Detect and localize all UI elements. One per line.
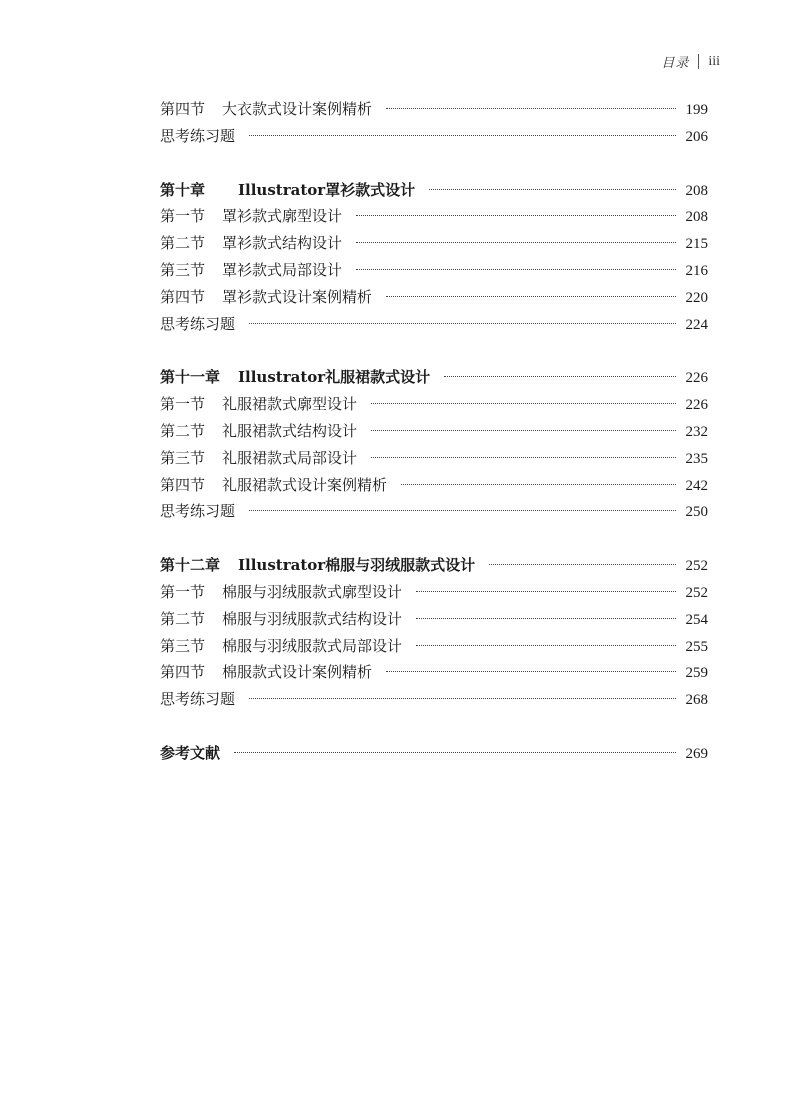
toc-entry-label bbox=[160, 391, 357, 418]
toc-section-number: 第一节 bbox=[160, 395, 206, 414]
toc-page-number: 206 bbox=[685, 128, 708, 145]
toc-chapter-entry[interactable] bbox=[160, 364, 708, 391]
toc-exercises-title: 思考练习题 bbox=[160, 690, 236, 709]
dot-leader bbox=[234, 752, 676, 753]
toc-page-number: 250 bbox=[685, 504, 708, 521]
toc-chapter-entry[interactable] bbox=[160, 177, 708, 204]
toc-section-title: 大衣款式设计案例精析 bbox=[222, 100, 373, 118]
dot-leader bbox=[489, 564, 676, 565]
toc-page-number: 254 bbox=[685, 611, 708, 628]
toc-section-title: 罩衫款式设计案例精析 bbox=[222, 287, 373, 306]
toc-chapter-title: Illustrator棉服与羽绒服款式设计 bbox=[238, 556, 476, 575]
toc-section-title: 罩衫款式廓型设计 bbox=[222, 207, 343, 226]
toc-section-title: 罩衫款式局部设计 bbox=[222, 260, 343, 279]
toc-entry[interactable] bbox=[160, 391, 708, 418]
toc-chapter-label bbox=[160, 177, 415, 204]
toc-references-title: 参考文献 bbox=[160, 743, 221, 762]
toc-page-number: 208 bbox=[685, 182, 708, 199]
toc-entry-exercises[interactable] bbox=[160, 686, 708, 713]
dot-leader bbox=[249, 510, 676, 511]
table-of-contents bbox=[160, 96, 708, 767]
dot-leader bbox=[386, 296, 676, 297]
toc-page-number: 235 bbox=[685, 450, 708, 467]
toc-entry-label bbox=[160, 96, 372, 123]
toc-entry-label bbox=[160, 445, 357, 472]
toc-entry-label bbox=[160, 498, 235, 525]
dot-leader bbox=[356, 215, 676, 216]
toc-entry-label bbox=[160, 659, 372, 686]
toc-entry-label bbox=[160, 203, 342, 230]
toc-entry[interactable] bbox=[160, 96, 708, 123]
toc-page-number: 226 bbox=[685, 397, 708, 414]
toc-chapter-label bbox=[160, 552, 475, 579]
toc-entry-label bbox=[160, 606, 402, 633]
toc-entry[interactable] bbox=[160, 445, 708, 472]
toc-entry[interactable] bbox=[160, 633, 708, 660]
toc-entry-label bbox=[160, 123, 235, 150]
toc-entry[interactable] bbox=[160, 659, 708, 686]
toc-references-entry[interactable] bbox=[160, 740, 708, 767]
dot-leader bbox=[386, 671, 676, 672]
toc-section-number: 第四节 bbox=[160, 663, 206, 682]
toc-entry-label bbox=[160, 418, 357, 445]
toc-exercises-title: 思考练习题 bbox=[160, 126, 236, 145]
toc-page-number: 224 bbox=[685, 316, 708, 333]
toc-entry-exercises[interactable] bbox=[160, 123, 708, 150]
toc-section-number: 第三节 bbox=[160, 636, 206, 655]
toc-entry-label bbox=[160, 284, 372, 311]
dot-leader bbox=[249, 698, 676, 699]
toc-page-number: 215 bbox=[685, 236, 708, 253]
dot-leader bbox=[249, 323, 676, 324]
toc-page-number: 232 bbox=[685, 423, 708, 440]
toc-exercises-title: 思考练习题 bbox=[160, 314, 236, 333]
toc-section-title: 棉服与羽绒服款式局部设计 bbox=[222, 636, 403, 655]
header-section-name: 目录 bbox=[661, 56, 690, 71]
dot-leader bbox=[429, 189, 676, 190]
toc-entry-label bbox=[160, 633, 402, 660]
toc-entry[interactable] bbox=[160, 284, 708, 311]
header-divider bbox=[698, 54, 699, 69]
toc-entry[interactable] bbox=[160, 203, 708, 230]
toc-section-number: 第二节 bbox=[160, 234, 206, 253]
toc-entry[interactable] bbox=[160, 472, 708, 499]
toc-section-title: 礼服裙款式设计案例精析 bbox=[222, 475, 388, 494]
dot-leader bbox=[401, 484, 676, 485]
toc-section-title: 礼服裙款式廓型设计 bbox=[222, 395, 358, 414]
toc-section-title: 礼服裙款式局部设计 bbox=[222, 448, 358, 467]
toc-page-number: 226 bbox=[685, 370, 708, 387]
toc-page-number: 199 bbox=[685, 102, 708, 118]
dot-leader bbox=[371, 403, 676, 404]
toc-chapter-label bbox=[160, 364, 430, 391]
toc-entry[interactable] bbox=[160, 606, 708, 633]
toc-page-number: 269 bbox=[685, 745, 708, 762]
toc-section-number: 第三节 bbox=[160, 448, 206, 467]
toc-page-number: 252 bbox=[685, 584, 708, 601]
toc-chapter-entry[interactable] bbox=[160, 552, 708, 579]
toc-section-title: 棉服与羽绒服款式廓型设计 bbox=[222, 582, 403, 601]
toc-entry[interactable] bbox=[160, 579, 708, 606]
toc-section-number: 第四节 bbox=[160, 287, 206, 306]
toc-chapter-title: Illustrator礼服裙款式设计 bbox=[238, 368, 431, 387]
dot-leader bbox=[249, 135, 676, 136]
dot-leader bbox=[371, 457, 676, 458]
toc-references-label bbox=[160, 740, 220, 767]
toc-entry-label bbox=[160, 257, 342, 284]
toc-entry-label bbox=[160, 311, 235, 338]
toc-entry-label bbox=[160, 472, 387, 499]
toc-entry-label bbox=[160, 686, 235, 713]
toc-entry[interactable] bbox=[160, 418, 708, 445]
toc-section-title: 罩衫款式结构设计 bbox=[222, 234, 343, 253]
toc-section-number: 第四节 bbox=[160, 475, 206, 494]
toc-entry-exercises[interactable] bbox=[160, 498, 708, 525]
toc-chapter-number: 第十章 bbox=[160, 180, 206, 199]
toc-chapter-number: 第十二章 bbox=[160, 556, 221, 575]
toc-entry-exercises[interactable] bbox=[160, 311, 708, 338]
toc-chapter-title: Illustrator罩衫款式设计 bbox=[238, 180, 416, 199]
toc-section-number: 第一节 bbox=[160, 582, 206, 601]
toc-page-number: 255 bbox=[685, 638, 708, 655]
dot-leader bbox=[416, 645, 676, 646]
toc-page-number: 252 bbox=[685, 558, 708, 575]
header-page-number: iii bbox=[708, 53, 720, 69]
toc-section-number: 第一节 bbox=[160, 207, 206, 226]
toc-section-title: 棉服款式设计案例精析 bbox=[222, 663, 373, 682]
dot-leader bbox=[444, 376, 676, 377]
toc-section-title: 棉服与羽绒服款式结构设计 bbox=[222, 609, 403, 628]
dot-leader bbox=[416, 618, 676, 619]
dot-leader bbox=[356, 269, 676, 270]
dot-leader bbox=[386, 108, 676, 109]
dot-leader bbox=[416, 591, 676, 592]
toc-page-number: 216 bbox=[685, 262, 708, 279]
toc-exercises-title: 思考练习题 bbox=[160, 502, 236, 521]
dot-leader bbox=[356, 242, 676, 243]
toc-page-number: 242 bbox=[685, 477, 708, 494]
toc-entry[interactable] bbox=[160, 230, 708, 257]
toc-page-number: 259 bbox=[685, 665, 708, 682]
running-header bbox=[661, 52, 720, 71]
toc-page-number: 220 bbox=[685, 289, 708, 306]
toc-section-title: 礼服裙款式结构设计 bbox=[222, 421, 358, 440]
toc-chapter-number: 第十一章 bbox=[160, 368, 221, 387]
toc-section-number: 第二节 bbox=[160, 609, 206, 628]
toc-entry-label bbox=[160, 230, 342, 257]
toc-section-number: 第四节 bbox=[160, 100, 206, 118]
toc-entry[interactable] bbox=[160, 257, 708, 284]
toc-page-number: 208 bbox=[685, 209, 708, 226]
toc-section-number: 第三节 bbox=[160, 260, 206, 279]
toc-entry-label bbox=[160, 579, 402, 606]
dot-leader bbox=[371, 430, 676, 431]
toc-page-number: 268 bbox=[685, 692, 708, 709]
toc-section-number: 第二节 bbox=[160, 421, 206, 440]
